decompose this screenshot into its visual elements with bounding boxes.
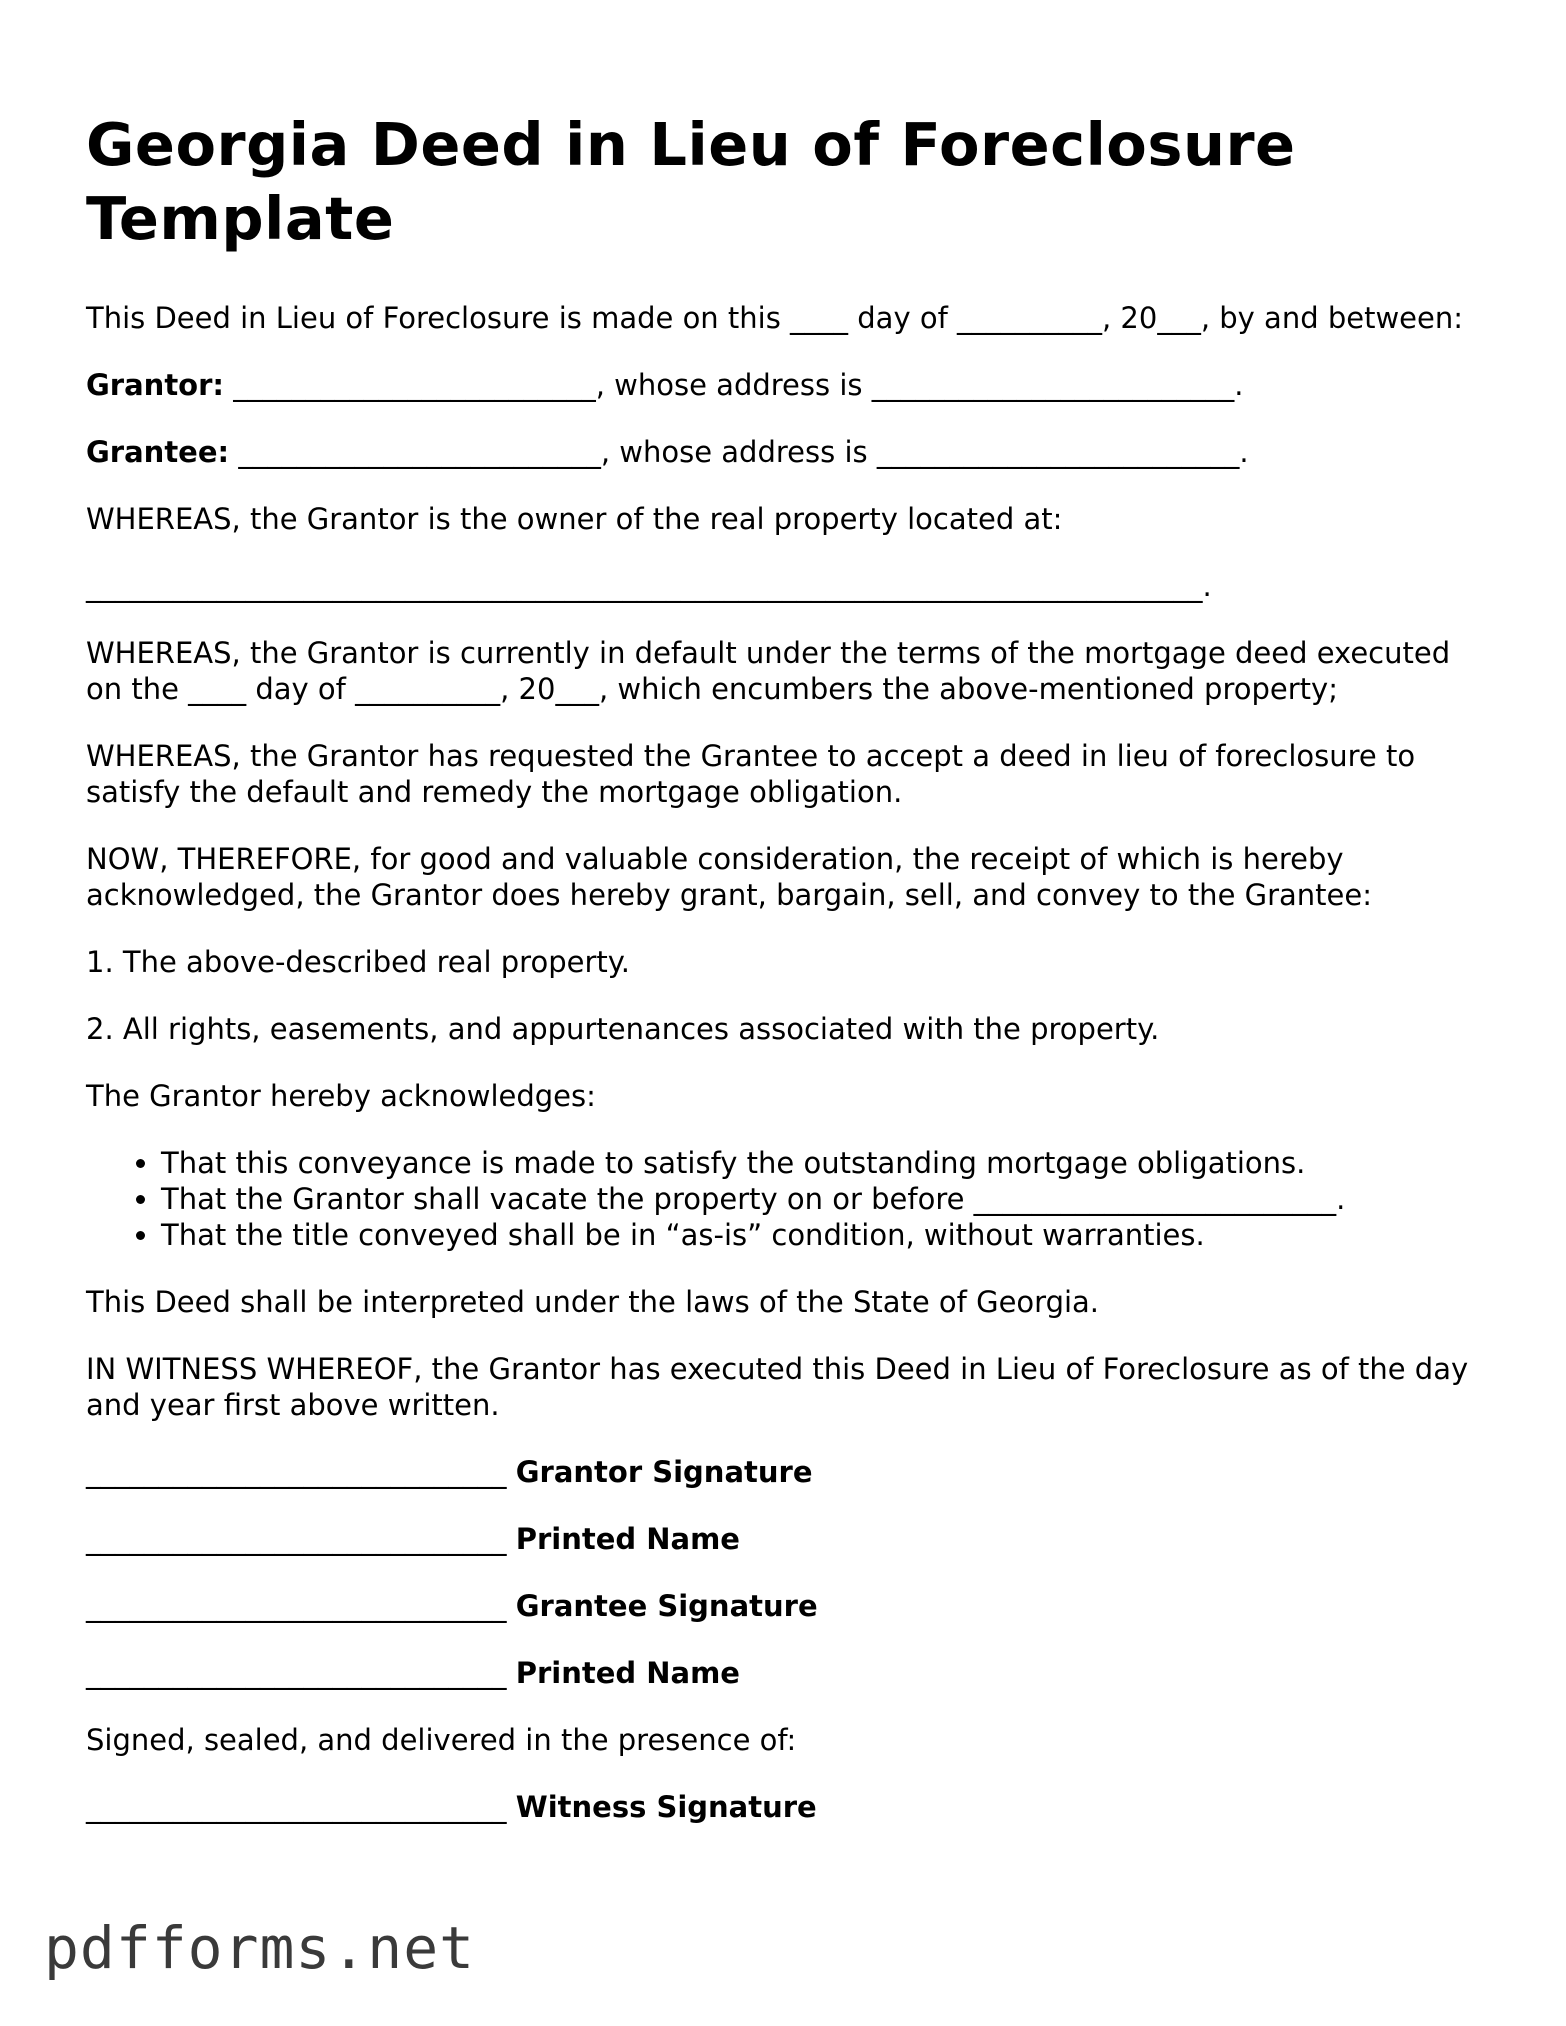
signature-label: Grantor Signature <box>515 1455 813 1489</box>
page-title: Georgia Deed in Lieu of Foreclosure Template <box>86 110 1296 253</box>
grantor-line <box>86 367 1486 403</box>
whereas-default-paragraph: WHEREAS, the Grantor is currently in default under the terms of the mortgage deed executed on the ____ day of __________, 20___, which encumbers the above-mentioned property; <box>86 636 1460 706</box>
list-item: • That this conveyance is made to satisfy the outstanding mortgage obligations. <box>161 1145 1486 1181</box>
grantor-printed-name-line <box>86 1521 1486 1557</box>
acknowledges-heading: The Grantor hereby acknowledges: <box>86 1079 596 1113</box>
watermark-logo: pdfforms.net <box>44 1914 476 1982</box>
grantor-label: Grantor: <box>86 368 225 402</box>
witness-signature-label: Witness Signature <box>515 1790 817 1824</box>
signature-blank: _____________________________ <box>86 1455 516 1489</box>
intro-paragraph: This Deed in Lieu of Foreclosure is made on this ____ day of __________, 20___, by and between: <box>86 301 1464 335</box>
signature-label: Printed Name <box>515 1522 740 1556</box>
conveyance-item-1: 1. The above-described real property. <box>86 945 630 979</box>
grantee-blank: _________________________, whose address is _________________________. <box>229 435 1249 469</box>
grantee-printed-name-line <box>86 1655 1486 1691</box>
property-address-blank: _____________________________________________________________________________. <box>86 569 1212 603</box>
signature-blank: _____________________________ <box>86 1790 516 1824</box>
governing-law-paragraph: This Deed shall be interpreted under the laws of the State of Georgia. <box>86 1285 1100 1319</box>
witness-signature-line <box>86 1789 1486 1825</box>
signature-blank: _____________________________ <box>86 1522 516 1556</box>
grantee-signature-line <box>86 1588 1486 1624</box>
presence-paragraph: Signed, sealed, and delivered in the presence of: <box>86 1723 797 1757</box>
document-page <box>86 108 1486 1856</box>
whereas-request-paragraph: WHEREAS, the Grantor has requested the Grantee to accept a deed in lieu of foreclosure to satisfy the default and remedy the mortgage obligation. <box>86 739 1425 809</box>
signature-blank: _____________________________ <box>86 1656 516 1690</box>
grantee-label: Grantee: <box>86 435 230 469</box>
signature-label: Printed Name <box>515 1656 740 1690</box>
grantee-line <box>86 434 1486 470</box>
now-therefore-paragraph: NOW, THEREFORE, for good and valuable consideration, the receipt of which is hereby acknowledged, the Grantor does hereby grant, bargain, sell, and convey to the Grantee: <box>86 842 1372 912</box>
list-item: • That the title conveyed shall be in “as-is” condition, without warranties. <box>161 1217 1486 1253</box>
conveyance-item-2: 2. All rights, easements, and appurtenances associated with the property. <box>86 1012 1160 1046</box>
list-item: • That the Grantor shall vacate the property on or before _________________________. <box>161 1181 1486 1217</box>
witness-whereof-paragraph: IN WITNESS WHEREOF, the Grantor has executed this Deed in Lieu of Foreclosure as of the day and year first above written. <box>86 1352 1478 1422</box>
acknowledgement-list <box>86 1145 1486 1253</box>
grantor-blank: _________________________, whose address is _________________________. <box>224 368 1244 402</box>
signature-label: Grantee Signature <box>515 1589 818 1623</box>
signature-blank: _____________________________ <box>86 1589 516 1623</box>
whereas-owner-paragraph: WHEREAS, the Grantor is the owner of the real property located at: <box>86 502 1063 536</box>
grantor-signature-line <box>86 1454 1486 1490</box>
